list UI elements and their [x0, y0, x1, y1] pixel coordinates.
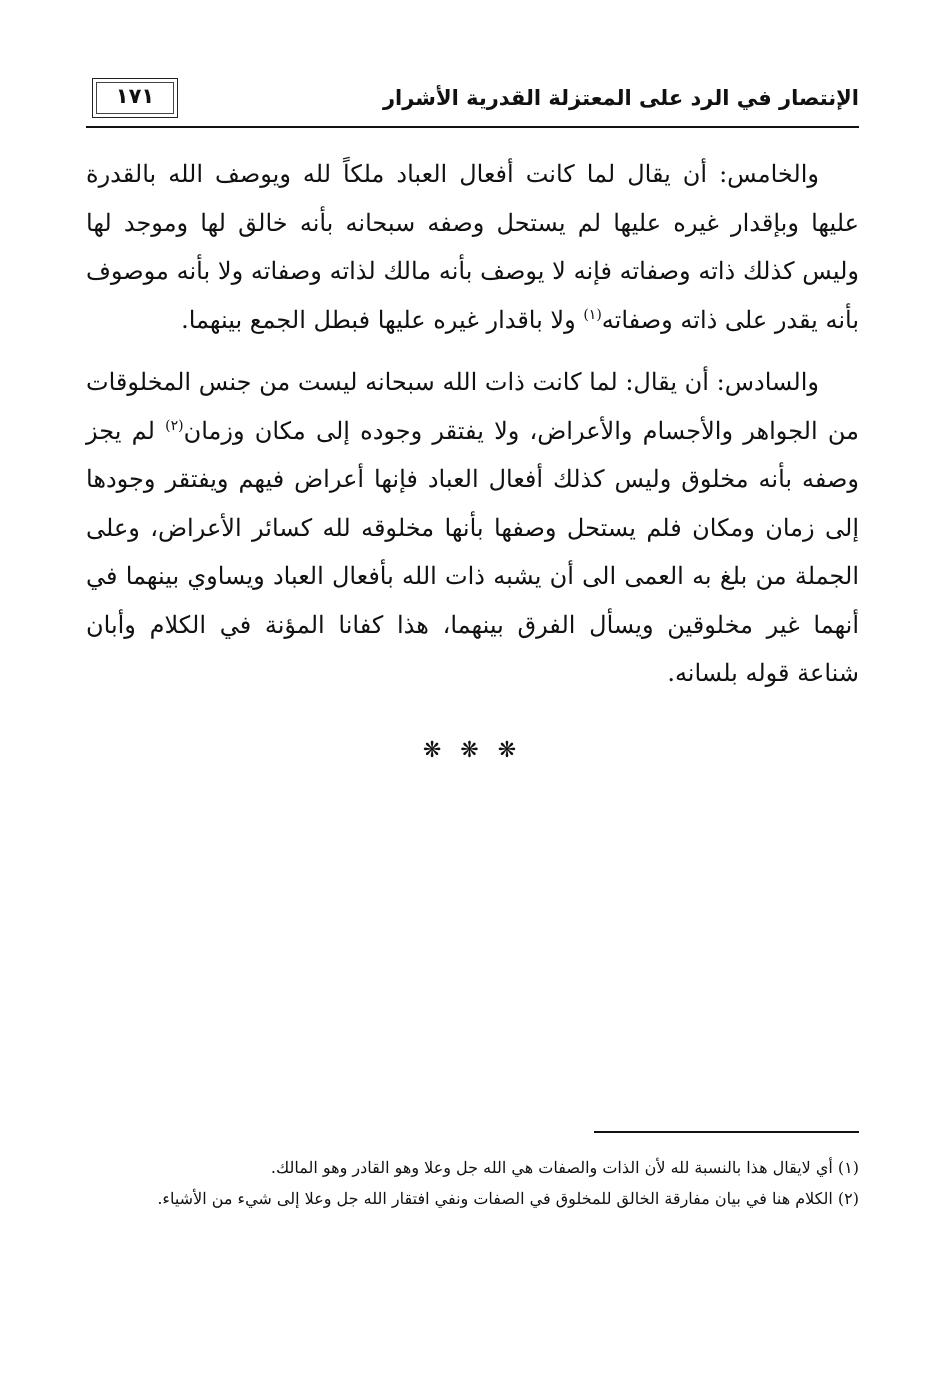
running-title: الإنتصار في الرد على المعتزلة القدرية الأشرار — [382, 86, 859, 110]
footnotes — [86, 1152, 859, 1214]
page-header — [86, 78, 859, 130]
main-text — [86, 150, 859, 698]
paragraph-text: والسادس: أن يقال: لما كانت ذات الله سبحانه ليست من جنس المخلوقات من الجواهر والأجسام والأعراض، ولا يفتقر وجوده إلى مكان وزمان — [86, 368, 859, 445]
paragraph-sixth — [86, 358, 859, 698]
paragraph-text-tail: لم يجز وصفه بأنه مخلوق وليس كذلك أفعال العباد فإنها أعراض فيهم ويفتقر وجودها إلى زمان ومكان فلم يستحل وصفها بأنها مخلوقه لله كسائر الأعراض، وعلى الجملة من بلغ به العمى الى أن يشبه ذات الله بأفعال العباد ويساوي بينهما في أنهما غير مخلوقين ويسأل الفرق بينهما، هذا كفانا المؤنة في الكلام وأبان شناعة قوله بلسانه. — [86, 416, 859, 687]
footnote-reference-2: (٢) — [165, 417, 184, 434]
footnote-2: (٢) الكلام هنا في بيان مفارقة الخالق للمخلوق في الصفات ونفي افتقار الله جل وعلا إلى شيء من الأشياء. — [157, 1189, 859, 1208]
footnote-1: (١) أي لايقال هذا بالنسبة لله لأن الذات والصفات هي الله جل وعلا وهو القادر وهو المالك. — [270, 1158, 859, 1177]
paragraph-text: والخامس: أن يقال لما كانت أفعال العباد ملكاً لله ويوصف الله بالقدرة عليها وبإقدار غيره عليها لم يستحل وصفه سبحانه بأنه خالق لها وموجد لها وليس كذلك ذاته وصفاته فإنه لا يوصف بأنه مالك لذاته وصفاته ولا بأنه موصوف بأنه يقدر على ذاته وصفاته — [86, 160, 859, 334]
footnote-rule — [594, 1131, 859, 1133]
page-number: ١٧١ — [115, 84, 155, 108]
paragraph-fifth — [86, 150, 859, 344]
header-rule — [86, 126, 859, 128]
footnote-reference-1: (١) — [583, 306, 602, 323]
page-number-frame — [92, 78, 178, 118]
section-separator: ❋ ❋ ❋ — [422, 738, 523, 763]
paragraph-text-tail: ولا باقدار غيره عليها فبطل الجمع بينهما. — [181, 305, 584, 334]
